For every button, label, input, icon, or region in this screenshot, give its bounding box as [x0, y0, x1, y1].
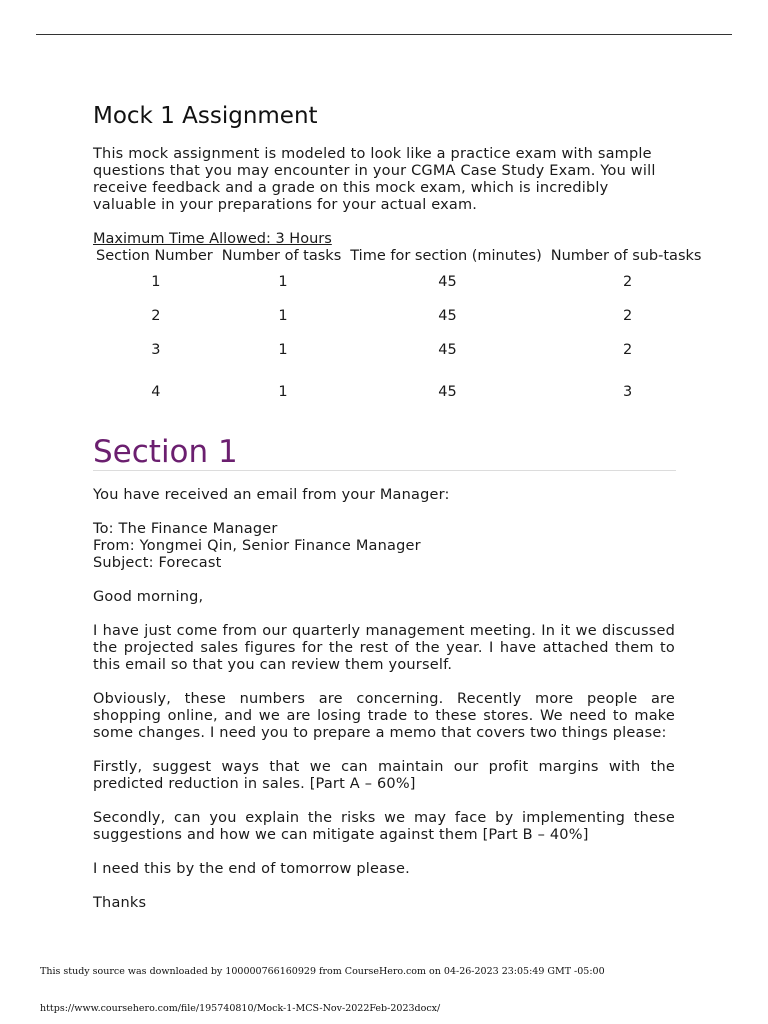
table-row: [93, 333, 707, 366]
table-cell: 1: [151, 274, 161, 290]
table-cell: 3: [622, 384, 633, 400]
email-paragraph: Secondly, can you explain the risks we may face by implementing these suggestions and how we can mitigate against them [Part B – 40%]: [93, 810, 675, 843]
table-cell: 2: [622, 341, 633, 358]
top-divider: [36, 34, 732, 35]
table-cell: 3: [151, 341, 161, 358]
time-allowed-label: Maximum Time Allowed: 3 Hours: [93, 231, 332, 247]
email-signoff: Thanks: [93, 895, 147, 911]
table-cell: 45: [438, 384, 457, 400]
header-section-number: Section Number: [96, 248, 213, 264]
table-row: [93, 366, 707, 418]
document-header: [93, 100, 675, 248]
intro-paragraph: This mock assignment is modeled to look like a practice exam with sample questions that you may encounter in your CGMA Case Study Exam. You will receive feedback and a grade on this mock exam, which is incredibly valuable in your preparations for your actual exam.: [93, 146, 656, 213]
download-source-note: This study source was downloaded by 100000766160929 from CourseHero.com on 04-26-2023 23:05:49 GMT -05:00: [40, 966, 605, 977]
header-number-of-sub-tasks: Number of sub-tasks: [550, 248, 702, 264]
table-cell: 1: [278, 384, 288, 400]
table-cell: 45: [438, 341, 457, 358]
table-cell: 45: [438, 274, 457, 290]
page-title: Mock 1 Assignment: [93, 103, 318, 129]
email-to: To: The Finance Manager: [93, 521, 278, 537]
email-paragraph: I need this by the end of tomorrow please.: [93, 861, 410, 877]
table-cell: 1: [278, 274, 288, 290]
source-url: https://www.coursehero.com/file/195740810/Mock-1-MCS-Nov-2022Feb-2023docx/: [40, 1003, 441, 1014]
table-row: [93, 299, 707, 333]
table-cell: 1: [278, 308, 288, 324]
table-cell: 2: [151, 308, 161, 324]
table-header-row: [93, 247, 707, 265]
header-time-for-section: Time for section (minutes): [350, 248, 542, 264]
section-heading: [93, 433, 676, 471]
email-paragraph: Obviously, these numbers are concerning. Recently more people are shopping online, and we are losing trade to these stores. We need to make some changes. I need you to prepare a memo that covers two things please:: [93, 691, 675, 741]
email-greeting: Good morning,: [93, 589, 204, 605]
email-subject: Subject: Forecast: [93, 555, 222, 571]
email-intro: You have received an email from your Manager:: [93, 487, 450, 503]
table-cell: 1: [278, 341, 288, 358]
table-cell: 2: [622, 274, 633, 290]
table-cell: 45: [438, 308, 457, 324]
table-cell: 4: [151, 384, 161, 400]
email-paragraph: I have just come from our quarterly management meeting. In it we discussed the projected sales figures for the rest of the year. I have attached them to this email so that you can review them yourself.: [93, 623, 675, 673]
header-number-of-tasks: Number of tasks: [221, 248, 342, 264]
email-body: [93, 487, 675, 912]
section-title: Section 1: [93, 434, 238, 470]
sections-table: [93, 247, 707, 418]
email-from: From: Yongmei Qin, Senior Finance Manager: [93, 538, 421, 554]
email-paragraph: Firstly, suggest ways that we can maintain our profit margins with the predicted reduction in sales. [Part A – 60%]: [93, 759, 675, 792]
table-row: [93, 265, 707, 299]
table-cell: 2: [622, 308, 633, 324]
